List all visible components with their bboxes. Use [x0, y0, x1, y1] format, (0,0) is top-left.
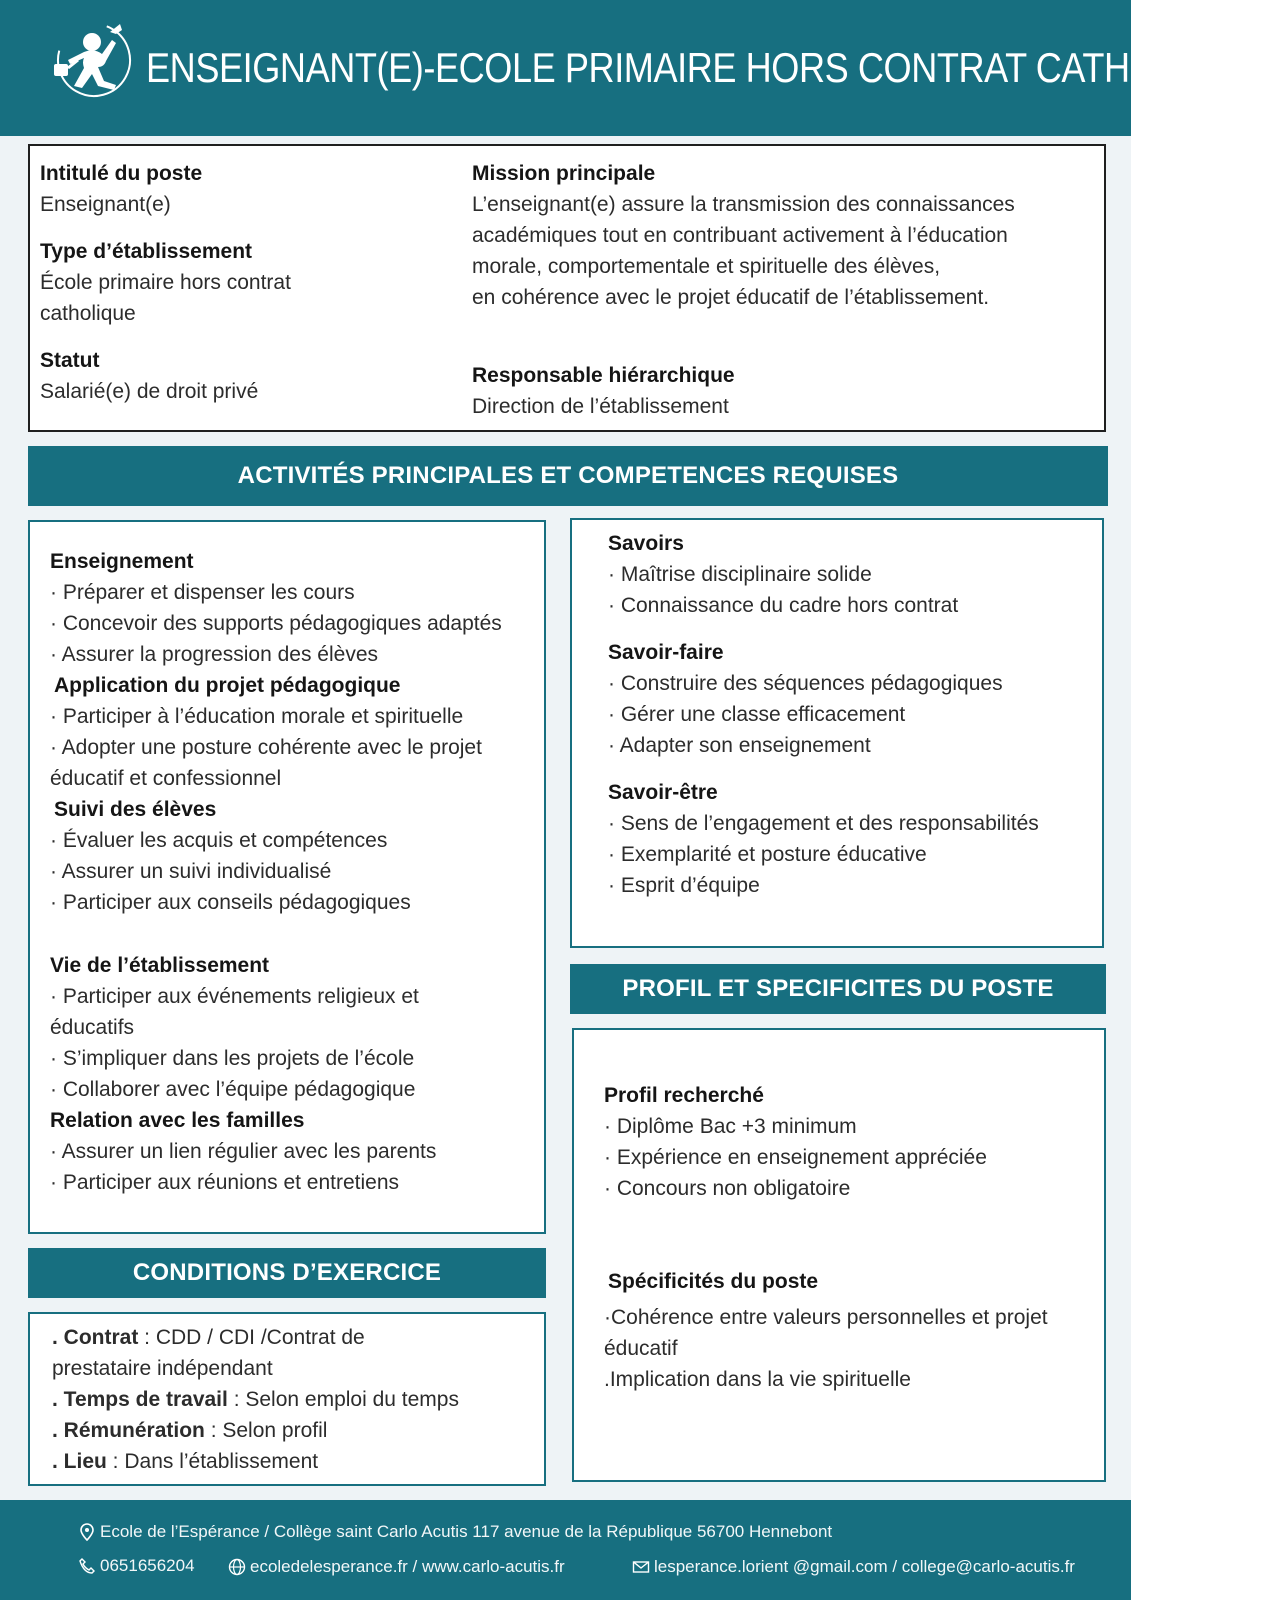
list-item: · Participer à l’éducation morale et spirituelle — [50, 701, 540, 732]
specificites-title: Spécificités du poste — [608, 1270, 819, 1293]
savoirs-title: Savoirs — [608, 532, 684, 555]
activites-box — [28, 520, 546, 1234]
page-title: ENSEIGNANT(E)-ECOLE PRIMAIRE HORS CONTRAT CATHOLIQUE — [146, 44, 1264, 91]
list-item: · Évaluer les acquis et compétences — [50, 825, 540, 856]
list-item: · Gérer une classe efficacement — [608, 699, 1098, 730]
list-item: · Participer aux réunions et entretiens — [50, 1167, 540, 1198]
info-left-column — [40, 158, 440, 407]
contrat-label: Contrat — [63, 1326, 139, 1349]
globe-icon — [228, 1558, 246, 1576]
activites-band: ACTIVITÉS PRINCIPALES ET COMPETENCES REQUISES — [28, 446, 1108, 506]
profil-box — [572, 1028, 1106, 1482]
mission-line: morale, comportementale et spirituelle des élèves, — [472, 255, 941, 278]
phone-icon — [78, 1557, 96, 1575]
temps-line: . Temps de travail : Selon emploi du temps — [52, 1388, 459, 1411]
vie-list — [50, 1043, 540, 1105]
list-item: · Assurer un lien régulier avec les parents — [50, 1136, 540, 1167]
conditions-content — [52, 1322, 542, 1477]
statut-label: Statut — [40, 349, 100, 372]
projet-title: Application du projet pédagogique — [54, 674, 401, 697]
spec-line: éducatif — [604, 1337, 678, 1360]
running-child-logo — [48, 18, 134, 104]
savoiretre-title: Savoir-être — [608, 781, 718, 804]
savoirfaire-title: Savoir-faire — [608, 641, 724, 664]
page-header — [0, 0, 1264, 136]
profil-band: PROFIL ET SPECIFICITES DU POSTE — [570, 964, 1106, 1014]
footer-address — [78, 1522, 832, 1542]
conditions-box — [28, 1312, 546, 1486]
email-text[interactable]: lesperance.lorient @gmail.com / college@carlo-acutis.fr — [654, 1557, 1075, 1576]
savoirfaire-list — [608, 668, 1098, 761]
list-item: · S’impliquer dans les projets de l’école — [50, 1043, 540, 1074]
footer-email[interactable] — [632, 1557, 1075, 1577]
projet-item-continuation: éducatif et confessionnel — [50, 767, 282, 790]
list-item: · Sens de l’engagement et des responsabilités — [608, 808, 1098, 839]
familles-list — [50, 1136, 540, 1198]
vie-list-first — [50, 981, 540, 1012]
web-text[interactable]: ecoledelesperance.fr / www.carlo-acutis.fr — [250, 1557, 565, 1576]
list-item: · Concours non obligatoire — [604, 1173, 1104, 1204]
familles-title: Relation avec les familles — [50, 1109, 305, 1132]
list-item: · Concevoir des supports pédagogiques adaptés — [50, 608, 540, 639]
lieu-line: . Lieu : Dans l’établissement — [52, 1450, 319, 1473]
list-item: · Préparer et dispenser les cours — [50, 577, 540, 608]
lieu-label: Lieu — [63, 1450, 107, 1473]
mission-line: L’enseignant(e) assure la transmission des connaissances — [472, 193, 1015, 216]
remu-value: : Selon profil — [204, 1419, 328, 1442]
conditions-band: CONDITIONS D’EXERCICE — [28, 1248, 546, 1298]
projet-list — [50, 701, 540, 763]
competences-box — [570, 518, 1104, 948]
list-item: · Esprit d’équipe — [608, 870, 1098, 901]
list-item: · Expérience en enseignement appréciée — [604, 1142, 1104, 1173]
contrat-line-2: prestataire indépendant — [52, 1357, 273, 1380]
mission-label: Mission principale — [472, 162, 656, 185]
enseignement-list — [50, 577, 540, 670]
footer-web[interactable] — [228, 1557, 565, 1577]
recherche-list — [604, 1111, 1104, 1204]
spec-line: .Implication dans la vie spirituelle — [604, 1368, 911, 1391]
list-item: · Participer aux conseils pédagogiques — [50, 887, 540, 918]
lieu-value: : Dans l’établissement — [106, 1450, 319, 1473]
remu-line: . Rémunération : Selon profil — [52, 1419, 328, 1442]
savoiretre-list — [608, 808, 1098, 901]
type-label: Type d’établissement — [40, 240, 253, 263]
footer-phone — [78, 1556, 195, 1576]
statut-value: Salarié(e) de droit privé — [40, 380, 259, 403]
mail-icon — [632, 1558, 650, 1576]
suivi-list — [50, 825, 540, 918]
list-item: · Diplôme Bac +3 minimum — [604, 1111, 1104, 1142]
list-item: · Participer aux événements religieux et — [50, 981, 540, 1012]
resp-value: Direction de l’établissement — [472, 395, 729, 418]
remu-label: Rémunération — [63, 1419, 205, 1442]
suivi-title: Suivi des élèves — [54, 798, 217, 821]
list-item: · Collaborer avec l’équipe pédagogique — [50, 1074, 540, 1105]
savoirs-list — [608, 559, 1098, 621]
list-item: · Assurer un suivi individualisé — [50, 856, 540, 887]
profil-content — [604, 1080, 1104, 1395]
type-value-line1: École primaire hors contrat — [40, 271, 291, 294]
info-right-column — [472, 158, 1092, 422]
poste-value: Enseignant(e) — [40, 193, 171, 216]
temps-label: Temps de travail — [63, 1388, 228, 1411]
enseignement-title: Enseignement — [50, 550, 194, 573]
contrat-line: . Contrat : CDD / CDI /Contrat de — [52, 1326, 365, 1349]
activites-content — [50, 546, 540, 1198]
contrat-value: : CDD / CDI /Contrat de — [138, 1326, 365, 1349]
list-item: · Construire des séquences pédagogiques — [608, 668, 1098, 699]
competences-content — [608, 528, 1098, 901]
type-value-line2: catholique — [40, 302, 136, 325]
resp-label: Responsable hiérarchique — [472, 364, 735, 387]
location-pin-icon — [78, 1523, 96, 1541]
poste-label: Intitulé du poste — [40, 162, 203, 185]
phone-text: 0651656204 — [100, 1556, 195, 1575]
job-info-box — [28, 144, 1106, 432]
mission-line: en cohérence avec le projet éducatif de l’établissement. — [472, 286, 990, 309]
temps-value: : Selon emploi du temps — [227, 1388, 459, 1411]
recherche-title: Profil recherché — [604, 1084, 764, 1107]
list-item: · Connaissance du cadre hors contrat — [608, 590, 1098, 621]
mission-line: académiques tout en contribuant activement à l’éducation — [472, 224, 1008, 247]
list-item: · Assurer la progression des élèves — [50, 639, 540, 670]
page-footer — [0, 1500, 1131, 1600]
vie-item-continuation: éducatifs — [50, 1016, 135, 1039]
list-item: · Exemplarité et posture éducative — [608, 839, 1098, 870]
address-text: Ecole de l’Espérance / Collège saint Carlo Acutis 117 avenue de la République 56700 Hennebont — [100, 1522, 833, 1541]
list-item: · Maîtrise disciplinaire solide — [608, 559, 1098, 590]
list-item: · Adopter une posture cohérente avec le projet — [50, 732, 540, 763]
spec-line: ·Cohérence entre valeurs personnelles et projet — [604, 1306, 1048, 1329]
vie-title: Vie de l’établissement — [50, 954, 270, 977]
list-item: · Adapter son enseignement — [608, 730, 1098, 761]
